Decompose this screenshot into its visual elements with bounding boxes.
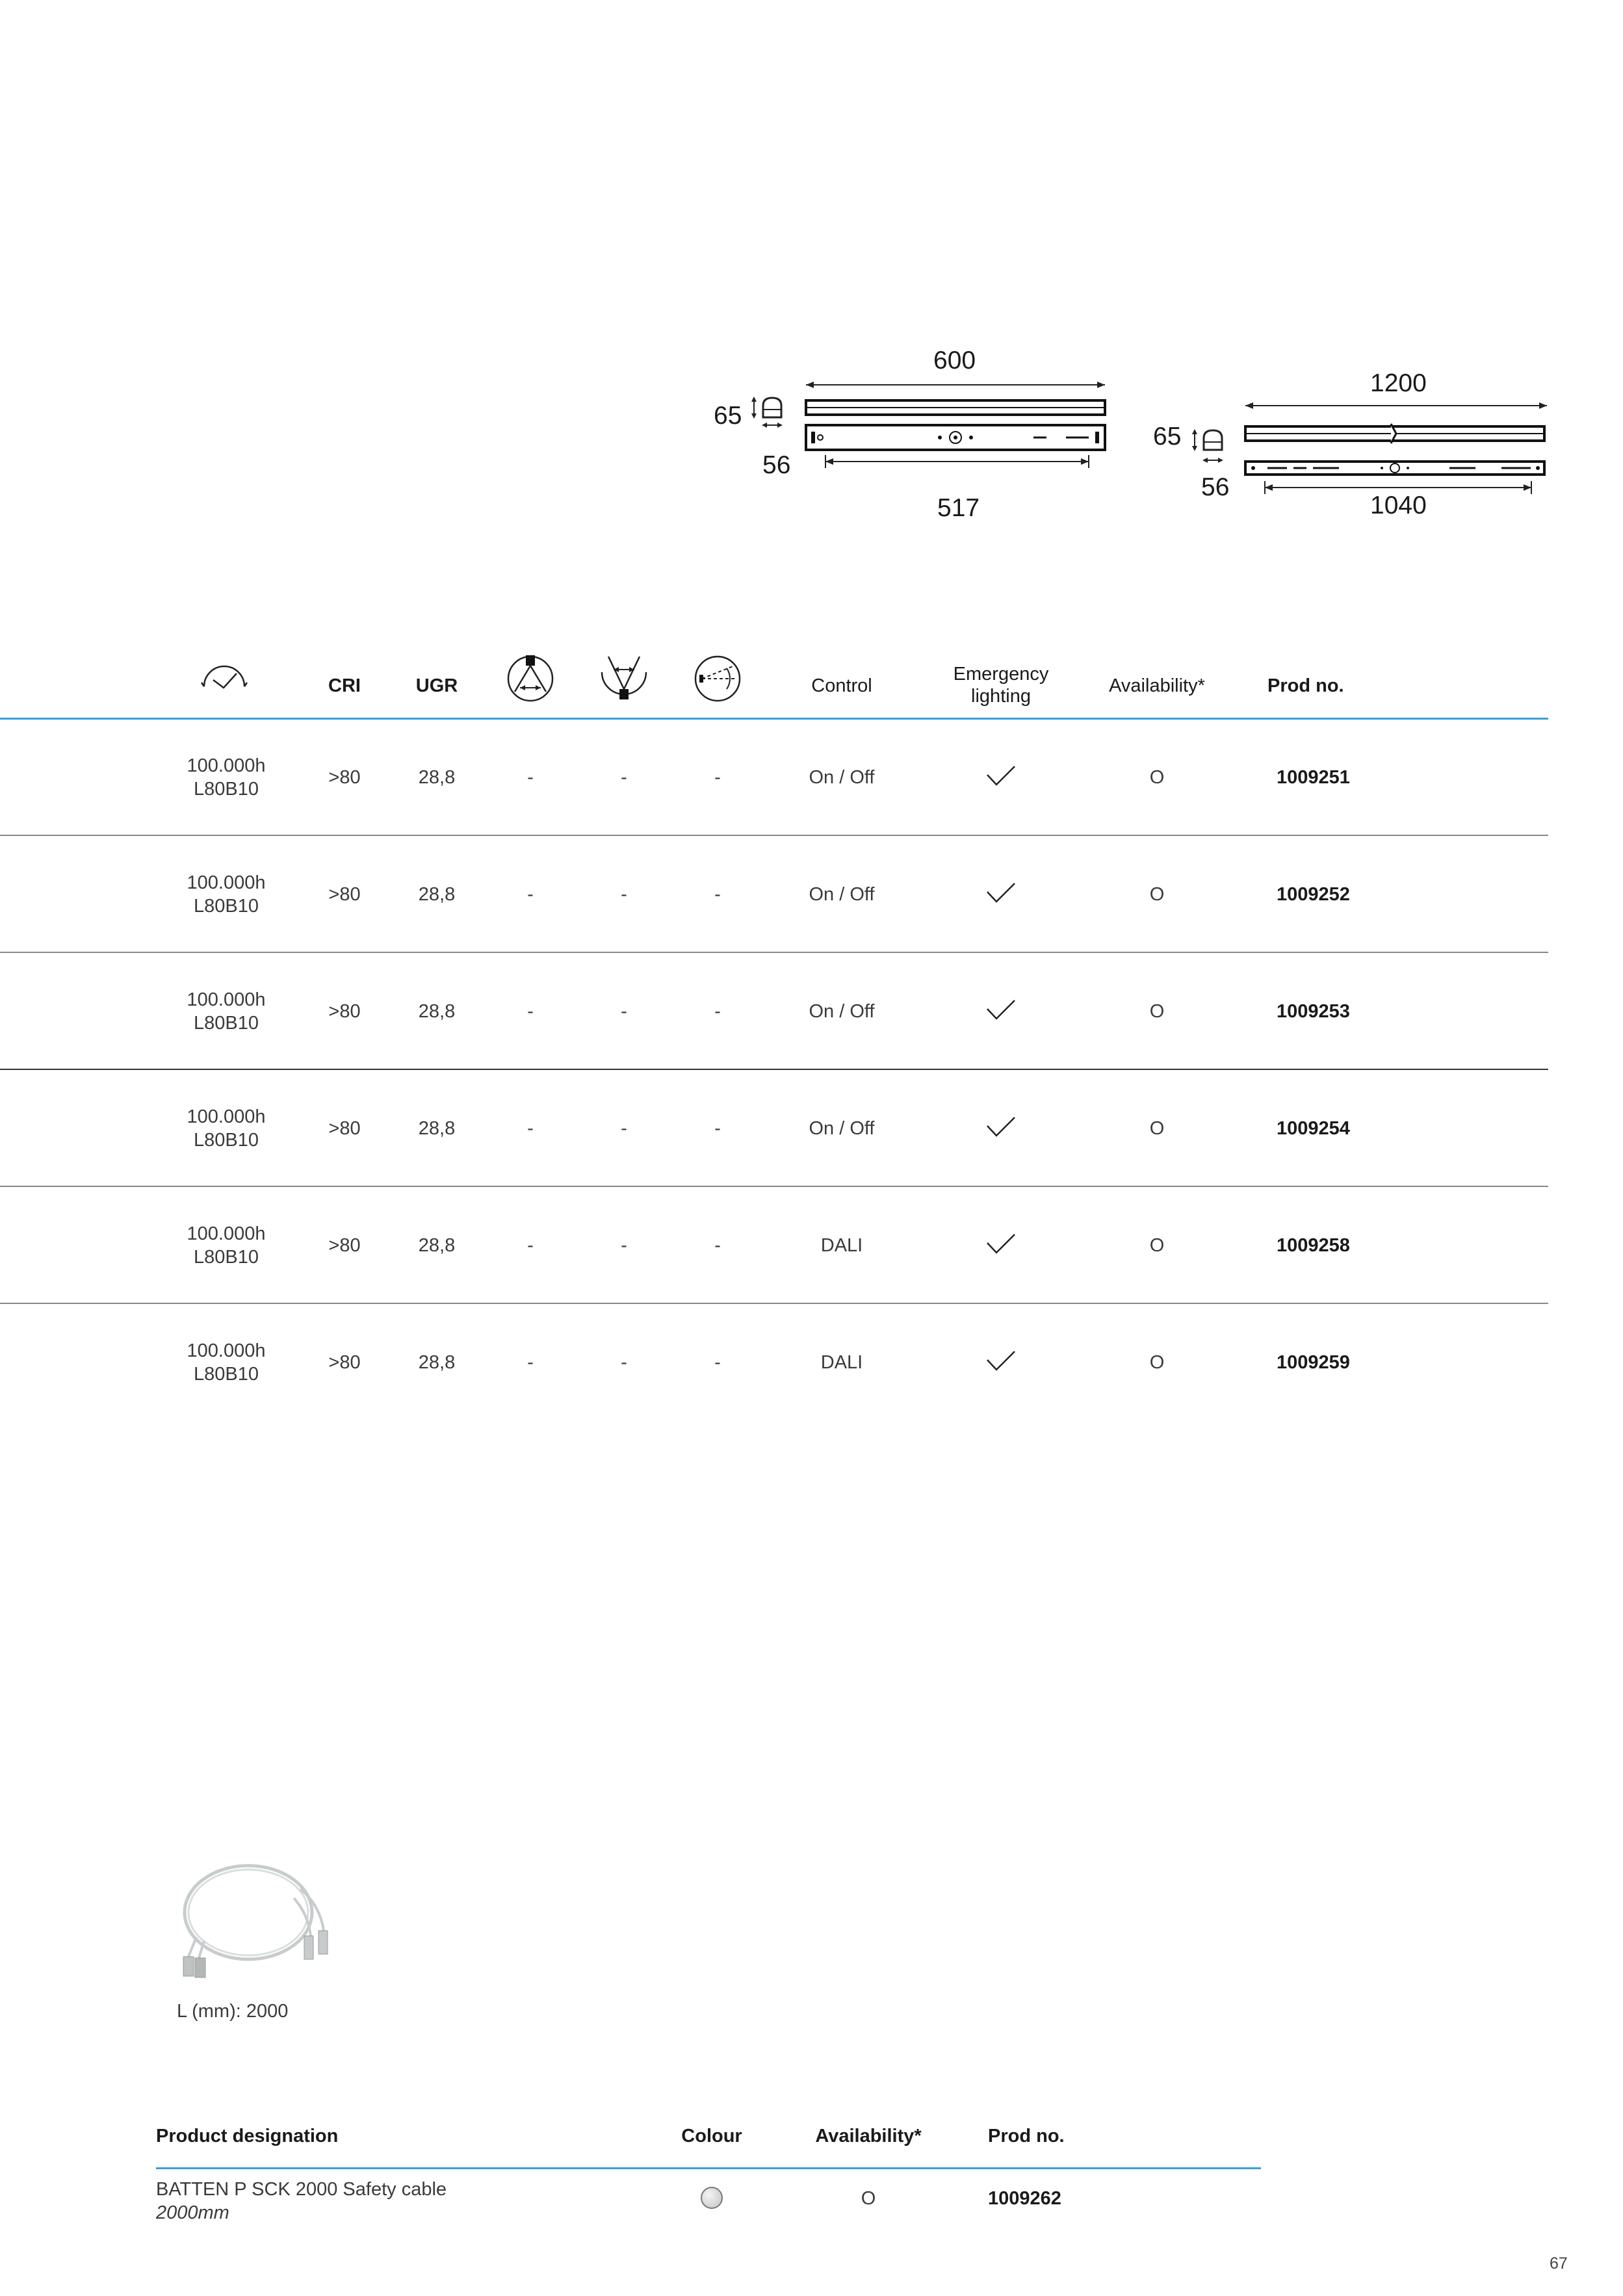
header-divider [0,718,1548,720]
rotation-cell: - [714,1352,721,1373]
header-emergency-line1: Emergency [953,664,1049,685]
header-control: Control [811,675,872,696]
check-icon [985,764,1017,788]
lifetime-rating: L80B10 [194,896,259,917]
row-divider [0,1186,1548,1187]
header-prod-no: Prod no. [988,2126,1065,2146]
group-divider [0,1069,1548,1070]
lifetime-rating: L80B10 [194,1247,259,1268]
uplight-cell: - [621,884,627,905]
lifetime-cell [161,1339,291,1386]
control-cell: DALI [820,1352,863,1373]
lifetime-rating: L80B10 [194,1364,259,1385]
downlight-beam-icon [506,653,555,702]
cri-cell: >80 [328,767,361,788]
rotation-cell: - [714,1118,721,1139]
prod-no-cell: 1009254 [1277,1118,1350,1139]
row-divider [0,1303,1548,1304]
product-name: BATTEN P SCK 2000 Safety cable [156,2179,447,2200]
header-cri: CRI [328,675,361,696]
row-divider [0,952,1548,953]
cri-cell: >80 [328,1235,361,1256]
header-colour: Colour [681,2126,742,2146]
prod-no-cell: 1009251 [1277,767,1350,788]
control-cell: On / Off [809,1001,875,1022]
lifetime-cell [161,988,291,1035]
downlight-cell: - [527,767,534,788]
uplight-cell: - [621,767,627,788]
clock-icon [199,658,250,699]
lifetime-rating: L80B10 [194,1130,259,1151]
availability-cell: O [861,2188,876,2209]
cri-cell: >80 [328,1352,361,1373]
height-label: 65 [1153,423,1182,450]
prod-no-cell: 1009253 [1277,1001,1350,1022]
prod-no-cell: 1009259 [1277,1352,1350,1373]
header-availability: Availability* [1109,675,1205,696]
height-label: 65 [714,402,742,430]
mount-label: 1040 [1370,491,1427,519]
availability-cell: O [1149,1352,1165,1373]
header-emergency [936,663,1066,707]
availability-cell: O [1149,1235,1165,1256]
lifetime-hours: 100.000h [187,989,266,1010]
ugr-cell: 28,8 [418,1001,456,1022]
availability-cell: O [1149,884,1165,905]
row-divider [0,835,1548,836]
header-availability: Availability* [815,2126,922,2146]
control-cell: On / Off [809,884,875,905]
ugr-cell: 28,8 [418,1235,456,1256]
width-label: 56 [762,451,791,479]
check-icon [985,998,1017,1022]
lifetime-cell [161,1222,291,1269]
safety-cable-image [170,1859,346,1983]
control-cell: On / Off [809,767,875,788]
page-number: 67 [1550,2254,1568,2273]
luminaire-600-drawing [741,364,1118,507]
header-designation: Product designation [156,2126,339,2146]
rotation-cell: - [714,1235,721,1256]
mount-label: 517 [937,494,980,522]
prod-no-cell: 1009252 [1277,884,1350,905]
lifetime-hours: 100.000h [187,755,266,776]
length-label: 1200 [1370,369,1427,397]
lifetime-cell [161,1105,291,1152]
lifetime-hours: 100.000h [187,872,266,893]
prod-no-cell: 1009262 [988,2188,1061,2209]
downlight-cell: - [527,884,534,905]
cri-cell: >80 [328,884,361,905]
availability-cell: O [1149,1118,1165,1139]
ugr-cell: 28,8 [418,767,456,788]
control-cell: DALI [820,1235,863,1256]
header-emergency-line2: lighting [971,686,1031,707]
lifetime-rating: L80B10 [194,1013,259,1034]
width-label: 56 [1201,473,1230,501]
uplight-cell: - [621,1235,627,1256]
downlight-cell: - [527,1235,534,1256]
lifetime-hours: 100.000h [187,1106,266,1127]
accessory-header-divider [156,2167,1261,2169]
check-icon [985,1350,1017,1373]
header-prod-no: Prod no. [1267,675,1344,696]
downlight-cell: - [527,1352,534,1373]
uplight-cell: - [621,1352,627,1373]
cri-cell: >80 [328,1118,361,1139]
uplight-beam-icon [599,653,649,702]
ugr-cell: 28,8 [418,884,456,905]
uplight-cell: - [621,1118,627,1139]
control-cell: On / Off [809,1118,875,1139]
lifetime-hours: 100.000h [187,1340,266,1361]
lifetime-hours: 100.000h [187,1223,266,1244]
availability-cell: O [1149,1001,1165,1022]
availability-cell: O [1149,767,1165,788]
length-label: 600 [933,346,976,374]
header-ugr: UGR [415,675,458,696]
length-label: L (mm): 2000 [177,2001,289,2022]
prod-no-cell: 1009258 [1277,1235,1350,1256]
rotation-angle-icon [693,653,742,702]
lifetime-cell [161,754,291,801]
colour-swatch [701,2187,723,2209]
product-subname: 2000mm [156,2202,229,2223]
check-icon [985,1115,1017,1139]
cri-cell: >80 [328,1001,361,1022]
lifetime-rating: L80B10 [194,779,259,800]
rotation-cell: - [714,884,721,905]
rotation-cell: - [714,767,721,788]
ugr-cell: 28,8 [418,1118,456,1139]
ugr-cell: 28,8 [418,1352,456,1373]
rotation-cell: - [714,1001,721,1022]
check-icon [985,1233,1017,1256]
check-icon [985,881,1017,905]
luminaire-1200-drawing [1176,390,1560,507]
downlight-cell: - [527,1118,534,1139]
lifetime-cell [161,871,291,918]
downlight-cell: - [527,1001,534,1022]
uplight-cell: - [621,1001,627,1022]
